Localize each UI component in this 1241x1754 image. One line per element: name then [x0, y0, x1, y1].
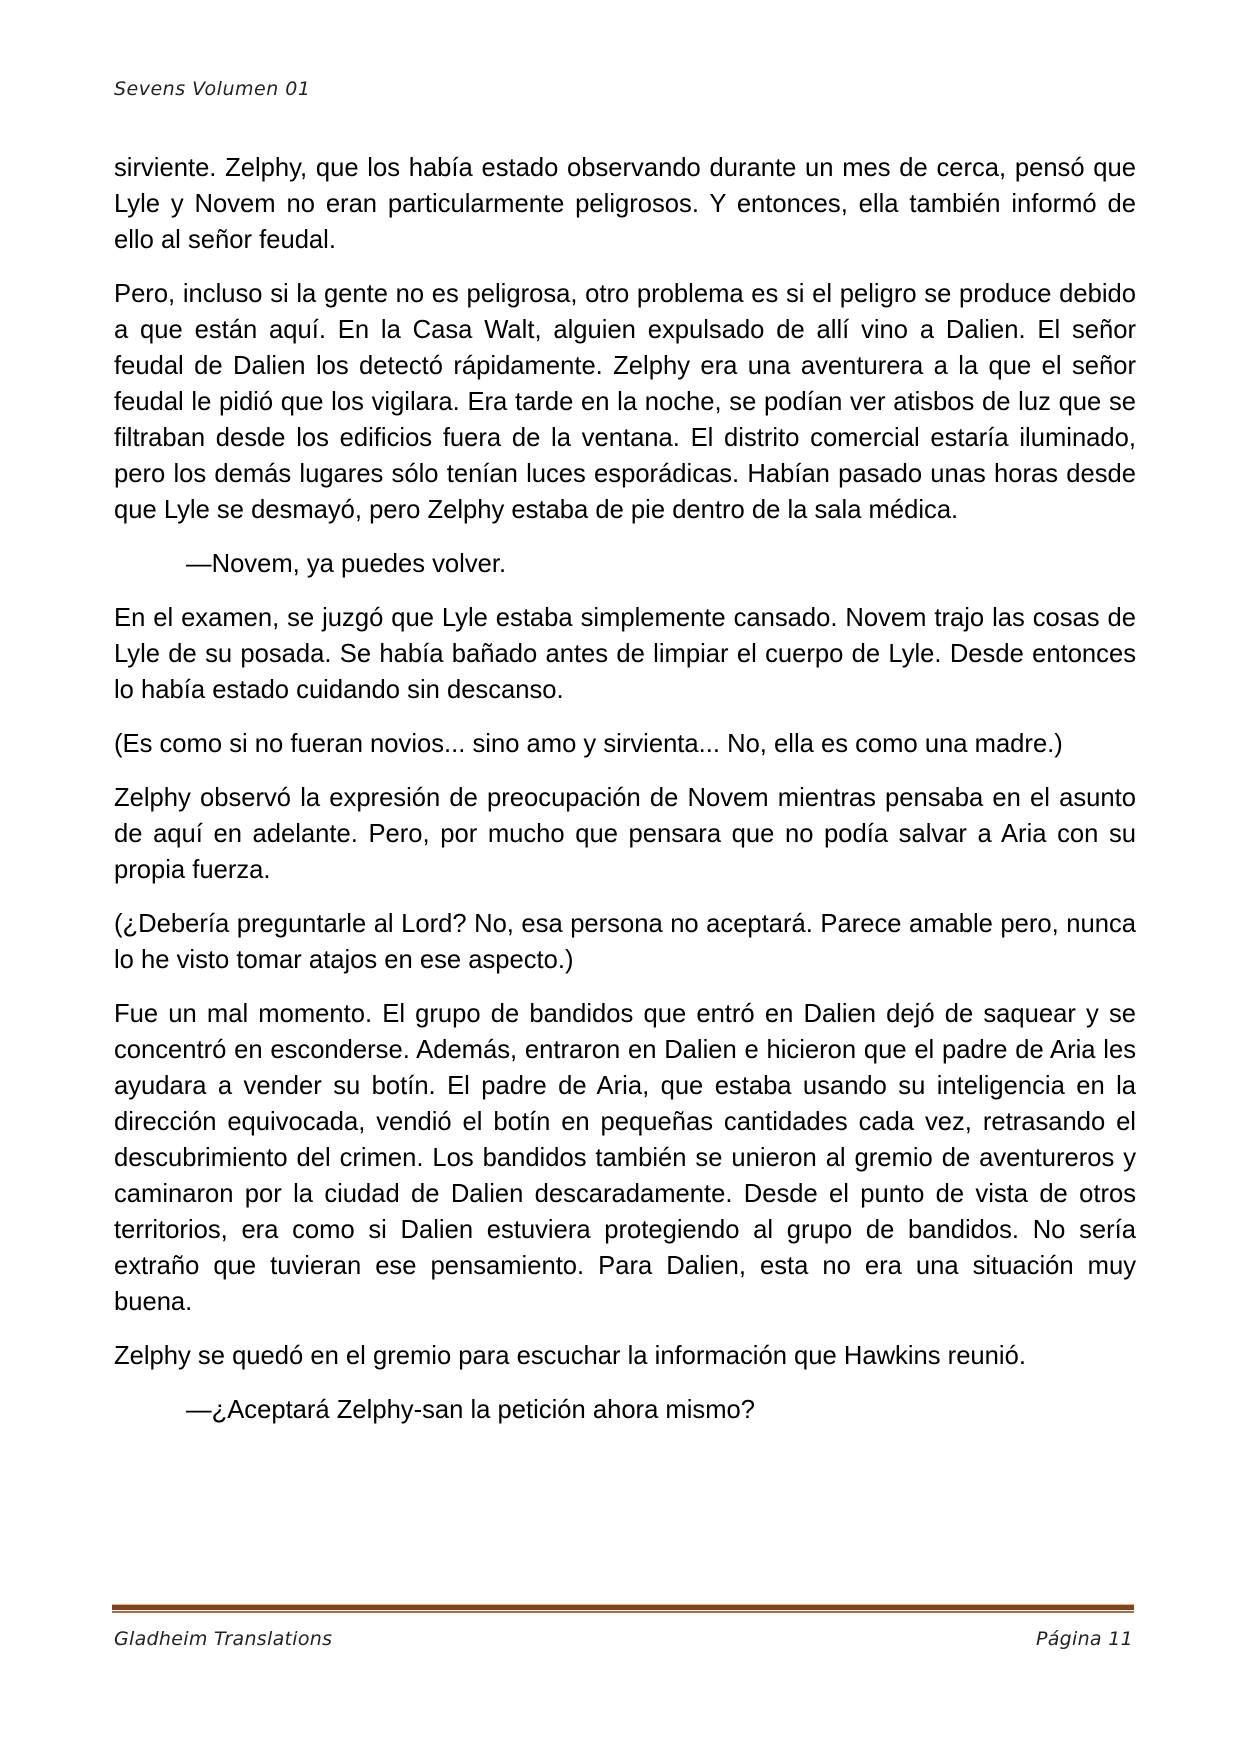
thought-paragraph: (¿Debería preguntarle al Lord? No, esa persona no aceptará. Parece amable pero, nunca lo he visto tomar atajos en ese aspecto.)	[114, 910, 1136, 974]
paragraph: sirviente. Zelphy, que los había estado observando durante un mes de cerca, pensó que Lyle y Novem no eran particularmente peligrosos. Y entonces, ella también informó de ello al señor feudal.	[114, 154, 1136, 254]
footer-divider	[112, 1604, 1134, 1614]
paragraph: En el examen, se juzgó que Lyle estaba simplemente cansado. Novem trajo las cosas de Lyle de su posada. Se había bañado antes de limpiar el cuerpo de Lyle. Desde entonces lo había estado cuidando sin descanso.	[114, 604, 1136, 704]
footer-publisher: Gladheim Translations	[114, 1628, 333, 1650]
page-number: Página 11	[1035, 1628, 1133, 1650]
footer-divider-thin	[112, 1611, 1134, 1613]
footer-divider-thick	[112, 1605, 1134, 1610]
paragraph: Zelphy se quedó en el gremio para escuchar la información que Hawkins reunió.	[114, 1342, 1026, 1370]
paragraph: Zelphy observó la expresión de preocupación de Novem mientras pensaba en el asunto de aquí en adelante. Pero, por mucho que pensara que no podía salvar a Aria con su propia fuerza.	[114, 784, 1136, 884]
page-body	[114, 150, 1136, 1446]
dialogue-line: —¿Aceptará Zelphy-san la petición ahora mismo?	[186, 1396, 756, 1424]
running-header: Sevens Volumen 01	[114, 78, 311, 100]
paragraph: Fue un mal momento. El grupo de bandidos que entró en Dalien dejó de saquear y se concentró en esconderse. Además, entraron en Dalien e hicieron que el padre de Aria les ayudara a vender su botín. El padre de Aria, que estaba usando su inteligencia en la dirección equivocada, vendió el botín en pequeñas cantidades cada vez, retrasando el descubrimiento del crimen. Los bandidos también se unieron al gremio de aventureros y caminaron por la ciudad de Dalien descaradamente. Desde el punto de vista de otros territorios, era como si Dalien estuviera protegiendo al grupo de bandidos. No sería extraño que tuvieran ese pensamiento. Para Dalien, esta no era una situación muy buena.	[114, 1000, 1136, 1316]
paragraph: Pero, incluso si la gente no es peligrosa, otro problema es si el peligro se produce debido a que están aquí. En la Casa Walt, alguien expulsado de allí vino a Dalien. El señor feudal de Dalien los detectó rápidamente. Zelphy era una aventurera a la que el señor feudal le pidió que los vigilara. Era tarde en la noche, se podían ver atisbos de luz que se filtraban desde los edificios fuera de la ventana. El distrito comercial estaría iluminado, pero los demás lugares sólo tenían luces esporádicas. Habían pasado unas horas desde que Lyle se desmayó, pero Zelphy estaba de pie dentro de la sala médica.	[114, 280, 1136, 524]
thought-paragraph: (Es como si no fueran novios... sino amo y sirvienta... No, ella es como una madre.)	[114, 730, 1063, 758]
dialogue-line: —Novem, ya puedes volver.	[186, 550, 507, 578]
